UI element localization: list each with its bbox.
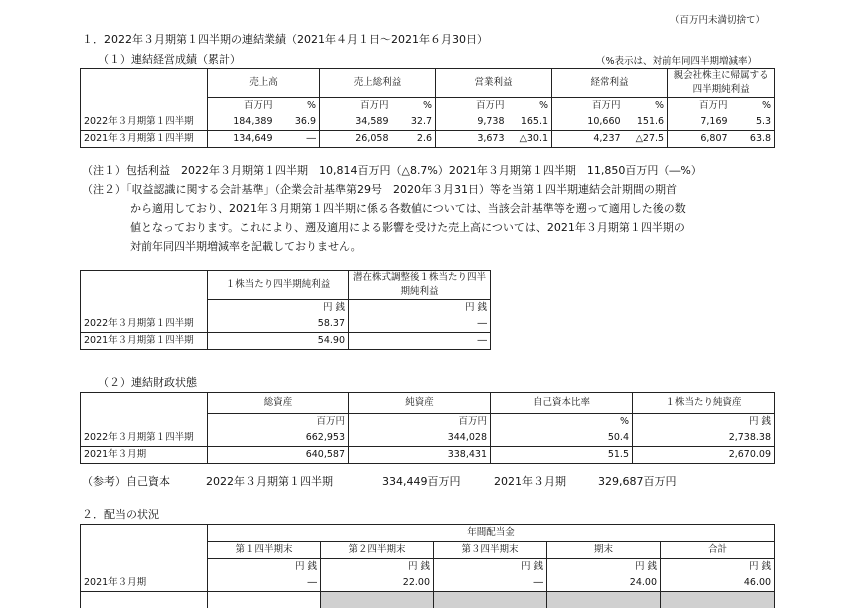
row-label: 2022年３月期第１四半期: [81, 316, 208, 333]
section-title-dividends: ２．配当の状況: [82, 506, 159, 522]
header-bps: １株当たり純資産: [633, 393, 775, 414]
value-cell: 184,389: [208, 114, 276, 131]
table-row: [81, 114, 775, 131]
table-row: [81, 575, 775, 592]
value-cell: 24.00: [547, 575, 661, 592]
value-cell: 165.1: [508, 114, 552, 131]
value-cell: 2,738.38: [633, 430, 775, 447]
value-cell: ―: [349, 333, 491, 350]
header-sales: 売上高: [208, 69, 320, 98]
unit-cell: 百万円: [552, 98, 624, 115]
value-cell: 9,738: [436, 114, 508, 131]
value-cell: 46.00: [661, 575, 775, 592]
reference-value-2: 329,687百万円: [598, 473, 677, 489]
row-label: 2021年３月期: [81, 575, 208, 592]
unit-cell: 円 銭: [547, 559, 661, 576]
header-q3-end: 第３四半期末: [434, 542, 547, 559]
unit-cell: 円 銭: [321, 559, 434, 576]
unit-cell: 円 銭: [208, 300, 349, 317]
header-diluted-eps: 潜在株式調整後１株当たり四半期純利益: [349, 271, 491, 300]
header-net-assets: 純資産: [349, 393, 491, 414]
value-cell: 34,589: [320, 114, 392, 131]
unit-note: （百万円未満切捨て）: [670, 12, 765, 26]
value-cell: 26,058: [320, 131, 392, 148]
header-q1-end: 第１四半期末: [208, 542, 321, 559]
value-cell: 662,953: [208, 430, 349, 447]
value-cell: 3,673: [436, 131, 508, 148]
unit-cell: 円 銭: [434, 559, 547, 576]
unit-cell: %: [392, 98, 436, 115]
note-accounting-standard-line1: （注２）「収益認識に関する会計基準」（企業会計基準第29号 2020年３月31日）等を当第１四半期連結会計期間の期首: [82, 181, 677, 197]
note-accounting-standard-line3: 値となっております。これにより、遡及適用による影響を受けた売上高については、2021年３月期第１四半期の: [130, 219, 685, 235]
header-equity-ratio: 自己資本比率: [491, 393, 633, 414]
row-label: 2021年３月期第１四半期: [81, 333, 208, 350]
table-row: [81, 131, 775, 148]
value-cell: 54.90: [208, 333, 349, 350]
unit-cell: 円 銭: [208, 559, 321, 576]
row-label: 2021年３月期: [81, 446, 208, 463]
value-cell: 4,237: [552, 131, 624, 148]
unit-cell: 円 銭: [661, 559, 775, 576]
table-row: [81, 316, 491, 333]
header-q2-end: 第２四半期末: [321, 542, 434, 559]
value-cell: △30.1: [508, 131, 552, 148]
value-cell: 7,169: [668, 114, 731, 131]
value-cell: 134,649: [208, 131, 276, 148]
header-net-income: 親会社株主に帰属する四半期純利益: [668, 69, 775, 98]
header-total-assets: 総資産: [208, 393, 349, 414]
row-label: 2022年３月期第１四半期: [81, 114, 208, 131]
header-year-end: 期末: [547, 542, 661, 559]
header-total: 合計: [661, 542, 775, 559]
row-label: 2021年３月期第１四半期: [81, 131, 208, 148]
value-cell: 338,431: [349, 446, 491, 463]
unit-cell: 百万円: [668, 98, 731, 115]
value-cell: 58.37: [208, 316, 349, 333]
percent-note: （%表示は、対前年同四半期増減率）: [596, 53, 757, 67]
value-cell: 2,670.09: [633, 446, 775, 463]
operating-results-table: [80, 68, 775, 148]
value-cell: 344,028: [349, 430, 491, 447]
subsection-title-financial-position: （２）連結財政状態: [98, 374, 197, 390]
unit-cell: %: [508, 98, 552, 115]
value-cell: 22.00: [321, 575, 434, 592]
unit-cell: 百万円: [349, 413, 491, 430]
unit-cell: 円 銭: [633, 413, 775, 430]
value-cell: 5.3: [731, 114, 775, 131]
unit-cell: 百万円: [320, 98, 392, 115]
reference-label: （参考）自己資本: [82, 473, 170, 489]
value-cell: ―: [434, 575, 547, 592]
value-cell: 2.6: [392, 131, 436, 148]
unit-cell: %: [731, 98, 775, 115]
section-title-consolidated-results: １．2022年３月期第１四半期の連結業績（2021年４月１日～2021年６月30日）: [82, 31, 488, 47]
eps-table: [80, 270, 491, 350]
unit-cell: 円 銭: [349, 300, 491, 317]
value-cell: 6,807: [668, 131, 731, 148]
table-row: [81, 446, 775, 463]
value-cell: △27.5: [624, 131, 668, 148]
header-operating-income: 営業利益: [436, 69, 552, 98]
value-cell: 10,660: [552, 114, 624, 131]
unit-cell: 百万円: [208, 413, 349, 430]
value-cell: ―: [276, 131, 320, 148]
value-cell: 640,587: [208, 446, 349, 463]
subsection-title-operating-results: （１）連結経営成績（累計）: [98, 51, 241, 67]
note-comprehensive-income: （注１）包括利益 2022年３月期第１四半期 10,814百万円（△8.7%）2021年３月期第１四半期 11,850百万円（―%）: [82, 162, 702, 178]
header-eps: １株当たり四半期純利益: [208, 271, 349, 300]
unit-cell: 百万円: [208, 98, 276, 115]
unit-cell: %: [491, 413, 633, 430]
value-cell: 151.6: [624, 114, 668, 131]
note-accounting-standard-line2: から適用しており、2021年３月期第１四半期に係る各数値については、当該会計基準等を遡って適用した後の数: [130, 200, 686, 216]
table-row: [81, 333, 491, 350]
value-cell: 36.9: [276, 114, 320, 131]
value-cell: 32.7: [392, 114, 436, 131]
value-cell: 51.5: [491, 446, 633, 463]
reference-value-1: 334,449百万円: [382, 473, 461, 489]
table-row: [81, 430, 775, 447]
financial-position-table: [80, 392, 775, 464]
value-cell: ―: [349, 316, 491, 333]
reference-period-1: 2022年３月期第１四半期: [206, 473, 333, 489]
header-gross-profit: 売上総利益: [320, 69, 436, 98]
header-annual-dividend: 年間配当金: [208, 525, 775, 542]
note-accounting-standard-line4: 対前年同四半期増減率を記載しておりません。: [130, 238, 362, 254]
value-cell: 63.8: [731, 131, 775, 148]
value-cell: 50.4: [491, 430, 633, 447]
row-label: 2022年３月期第１四半期: [81, 430, 208, 447]
unit-cell: 百万円: [436, 98, 508, 115]
header-ordinary-income: 経常利益: [552, 69, 668, 98]
value-cell: ―: [208, 575, 321, 592]
reference-period-2: 2021年３月期: [494, 473, 566, 489]
unit-cell: %: [624, 98, 668, 115]
dividends-table: [80, 524, 775, 608]
unit-cell: %: [276, 98, 320, 115]
